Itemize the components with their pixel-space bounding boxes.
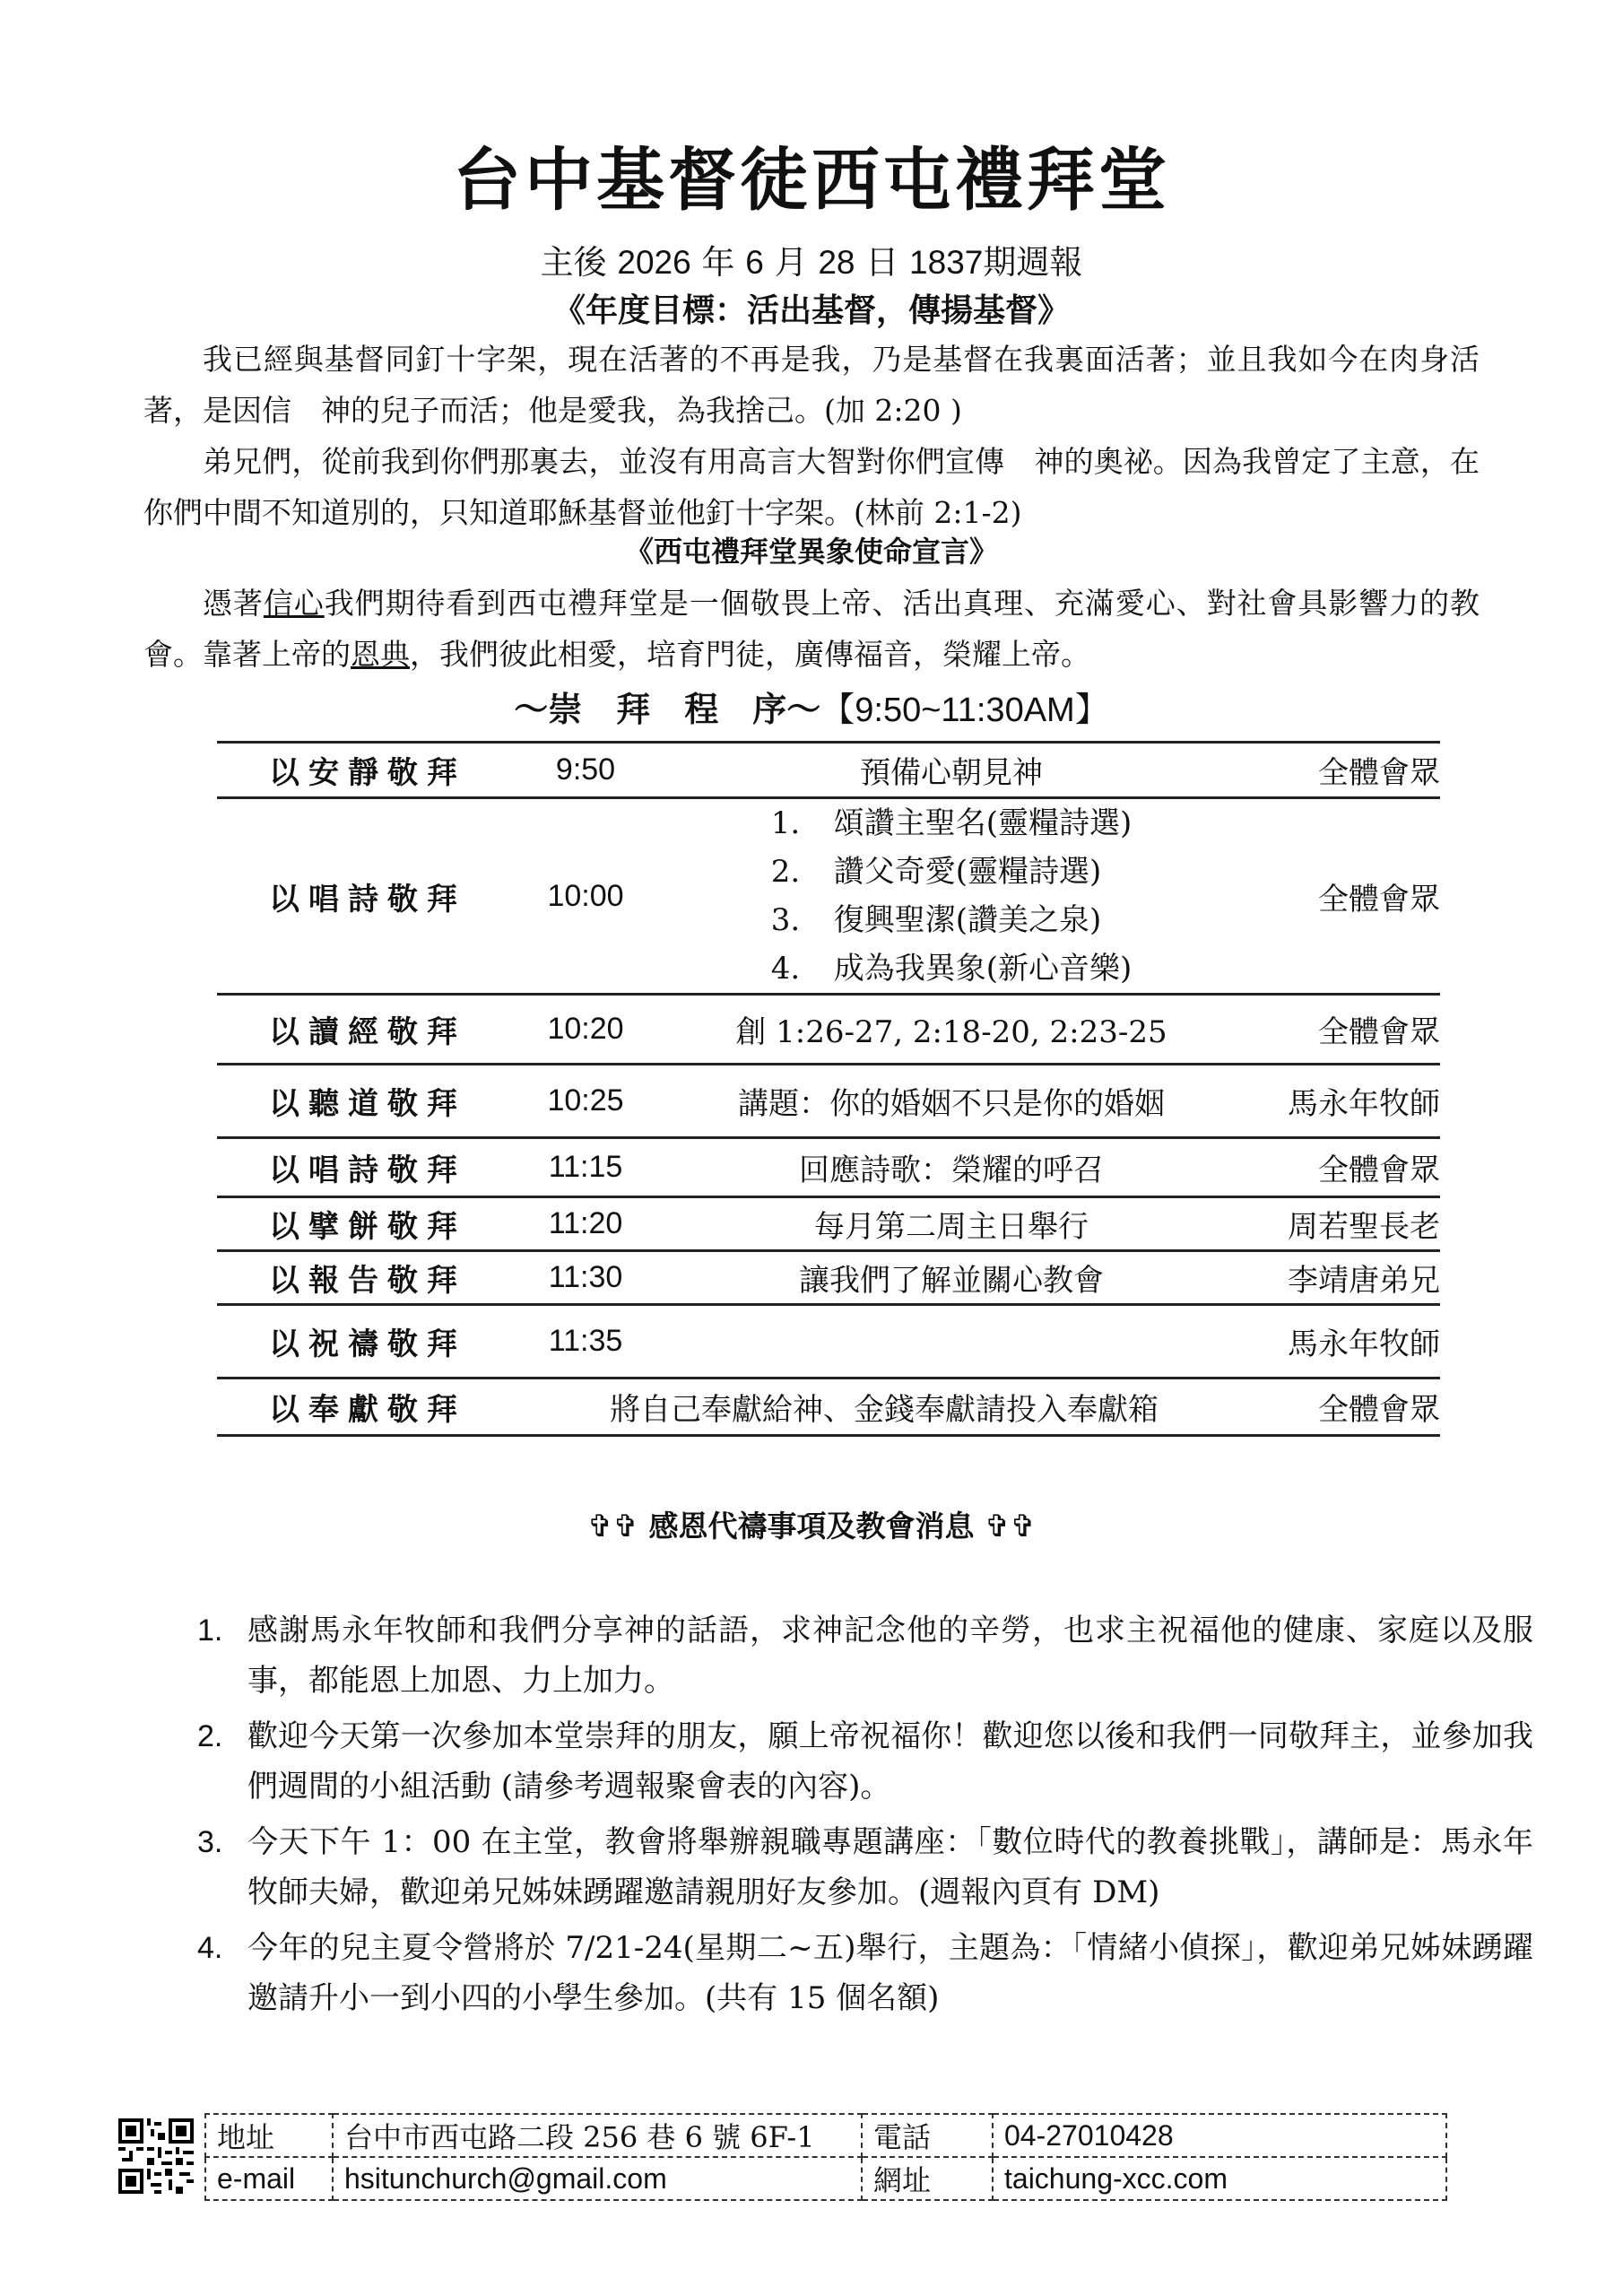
table-row [217, 1197, 1440, 1251]
list-item [197, 1923, 1533, 2023]
item-time: 11:35 [548, 1324, 623, 1358]
item-time: 11:20 [548, 1206, 623, 1240]
item-text: 今天下午 1：00 在主堂，教會將舉辦親職專題講座：「數位時代的教養挑戰」，講師是：馬永年牧師夫婦，歡迎弟兄姊妹踴躍邀請親朋好友參加。(週報內頁有 DM) [247, 1824, 1533, 1910]
song-title: 復興聖潔(讚美之泉) [833, 902, 1102, 938]
song-number: 3. [770, 902, 801, 938]
issue-month: 6 [745, 244, 764, 281]
table-row [217, 743, 1440, 798]
item-person: 全體會眾 [1318, 755, 1440, 791]
list-item [771, 944, 1133, 993]
vision-statement [143, 578, 1480, 680]
item-content: 創 1:26-27, 2:18-20, 2:23-25 [735, 1014, 1167, 1050]
web-value[interactable]: taichung-xcc.com [993, 2157, 1446, 2200]
item-content [653, 1305, 1250, 1378]
phone-label: 電話 [862, 2114, 993, 2157]
item-name: 以唱詩敬拜 [269, 881, 466, 918]
song-title: 讚父奇愛(靈糧詩選) [833, 854, 1102, 890]
address-value: 台中市西屯路二段 256 巷 6 號 6F-1 [333, 2114, 862, 2157]
footer [118, 2113, 1499, 2206]
vision-title: 《西屯禮拜堂異象使命宣言》 [624, 535, 998, 569]
issue-year: 2026 [617, 244, 691, 281]
table-row [217, 1305, 1440, 1378]
vision-grace: 恩典 [351, 637, 410, 672]
qr-code-icon[interactable] [118, 2118, 194, 2194]
item-text: 感謝馬永年牧師和我們分享神的話語，求神記念他的辛勞，也求主祝福他的健康、家庭以及服事，都能恩上加恩、力上加力。 [247, 1613, 1533, 1699]
issue-prefix: 主後 [540, 243, 607, 282]
item-person: 馬永年牧師 [1288, 1326, 1440, 1362]
issue-month-unit: 月 [774, 243, 808, 282]
item-time: 9:50 [555, 752, 616, 787]
item-time: 11:30 [548, 1260, 623, 1294]
song-number: 4. [770, 951, 801, 987]
item-index: 1. [197, 1613, 223, 1648]
worship-order-table [217, 741, 1440, 1437]
item-person: 周若聖長老 [1288, 1209, 1440, 1245]
item-name: 以安靜敬拜 [269, 755, 466, 791]
item-time: 10:25 [547, 1083, 624, 1118]
table-row [217, 798, 1440, 995]
news-title [0, 1503, 1623, 1545]
item-name: 以奉獻敬拜 [269, 1392, 466, 1428]
issue-suffix: 期週報 [983, 243, 1083, 282]
table-row [217, 995, 1440, 1065]
table-row [217, 1251, 1440, 1305]
table-row [217, 1065, 1440, 1138]
item-name: 以祝禱敬拜 [269, 1326, 466, 1362]
song-number: 1. [770, 805, 801, 841]
annual-goal: 《年度目標：活出基督，傳揚基督》 [552, 291, 1070, 329]
table-row [205, 2157, 1446, 2200]
item-person: 馬永年牧師 [1288, 1086, 1440, 1122]
cross-icon: ✞✞ [985, 1509, 1036, 1544]
song-title: 頌讚主聖名(靈糧詩選) [833, 805, 1133, 841]
item-index: 3. [197, 1825, 223, 1859]
item-time: 11:15 [548, 1150, 623, 1184]
item-person: 李靖唐弟兄 [1288, 1263, 1440, 1299]
list-item [197, 1605, 1533, 1706]
worship-order-heading: ～崇 拜 程 序～ [514, 689, 821, 729]
item-text: 歡迎今天第一次參加本堂崇拜的朋友，願上帝祝福你！歡迎您以後和我們一同敬拜主，並參加我們週間的小組活動 (請參考週報聚會表的內容)。 [247, 1718, 1533, 1805]
table-row [205, 2114, 1446, 2157]
worship-time-range: 【9:50~11:30AM】 [820, 691, 1109, 729]
table-row [217, 1378, 1440, 1436]
item-time: 10:20 [547, 1012, 624, 1046]
item-person: 全體會眾 [1318, 881, 1440, 918]
issue-day-unit: 日 [865, 243, 899, 282]
vision-text-a: 憑著 [203, 586, 264, 621]
address-label: 地址 [205, 2114, 333, 2157]
item-name: 以聽道敬拜 [269, 1086, 466, 1122]
cross-icon: ✞✞ [587, 1509, 638, 1544]
issue-number: 1837 [909, 244, 984, 281]
item-content: 將自己奉獻給神、金錢奉獻請投入奉獻箱 [610, 1392, 1159, 1428]
email-label: e-mail [205, 2157, 333, 2200]
item-text: 今年的兒主夏令營將於 7/21-24(星期二~五)舉行，主題為：「情緒小偵探」，歡迎弟兄姊妹踴躍邀請升小一到小四的小學生參加。(共有 15 個名額) [247, 1930, 1533, 2016]
item-name: 以讀經敬拜 [269, 1014, 466, 1050]
item-name: 以報告敬拜 [269, 1263, 466, 1299]
vision-text-c: ，我們彼此相愛，培育門徒，廣傳福音，榮耀上帝。 [410, 637, 1090, 672]
item-content: 讓我們了解並關心教會 [799, 1263, 1104, 1299]
song-list-cell [653, 798, 1250, 995]
song-title: 成為我異象(新心音樂) [833, 951, 1133, 987]
item-content: 回應詩歌：榮耀的呼召 [799, 1152, 1104, 1188]
item-time: 10:00 [547, 878, 624, 913]
item-person: 全體會眾 [1318, 1392, 1440, 1428]
item-name: 以唱詩敬拜 [269, 1152, 466, 1188]
list-item [197, 1711, 1533, 1812]
item-name: 以擘餅敬拜 [269, 1209, 466, 1245]
song-number: 2. [770, 854, 801, 890]
vision-faith: 信心 [263, 586, 325, 621]
item-index: 4. [197, 1931, 223, 1965]
item-content: 每月第二周主日舉行 [814, 1209, 1089, 1245]
list-item [771, 799, 1133, 848]
item-index: 2. [197, 1719, 223, 1753]
news-list [197, 1605, 1533, 2029]
item-content: 預備心朝見神 [860, 755, 1043, 791]
item-content: 講題：你的婚姻不只是你的婚姻 [738, 1086, 1165, 1122]
vision-text-b: 我們期待看到西屯禮拜堂是一個敬畏上帝、活出真理、充滿愛心、對社會具影響力的教會。靠著上帝的 [143, 586, 1480, 672]
item-person: 全體會眾 [1318, 1152, 1440, 1188]
phone-value[interactable]: 04-27010428 [993, 2114, 1446, 2157]
table-row [217, 1138, 1440, 1197]
issue-year-unit: 年 [701, 243, 735, 282]
scripture-verse-2: 弟兄們，從前我到你們那裏去，並沒有用高言大智對你們宣傳 神的奧祕。因為我曾定了主意，在你們中間不知道別的，只知道耶穌基督並他釘十字架。(林前 2:1-2) [143, 444, 1480, 530]
item-person: 全體會眾 [1318, 1014, 1440, 1050]
email-value[interactable]: hsitunchurch@gmail.com [333, 2157, 862, 2200]
song-list [771, 799, 1133, 993]
list-item [197, 1817, 1533, 1918]
web-label: 網址 [862, 2157, 993, 2200]
church-title: 台中基督徒西屯禮拜堂 [453, 140, 1170, 220]
issue-day: 28 [818, 244, 855, 281]
list-item [771, 896, 1133, 944]
scripture-verse-1: 我已經與基督同釘十字架，現在活著的不再是我，乃是基督在我裏面活著；並且我如今在肉身活著，是因信 神的兒子而活；他是愛我，為我捨己。(加 2:20 ) [143, 342, 1480, 428]
issue-line [0, 235, 1623, 283]
list-item [771, 848, 1133, 896]
contact-table [204, 2113, 1447, 2201]
worship-order-title [0, 682, 1623, 731]
news-heading: 感恩代禱事項及教會消息 [648, 1509, 975, 1544]
